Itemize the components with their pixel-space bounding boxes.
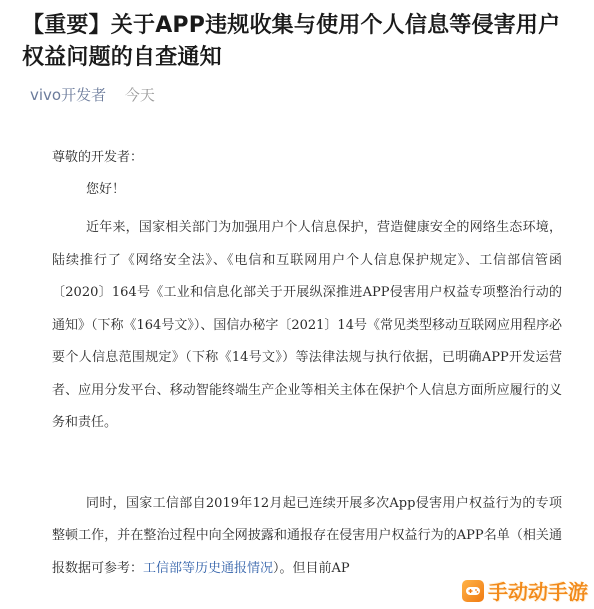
article-meta: [30, 84, 155, 106]
letter-hello: 您好！: [86, 182, 126, 197]
site-watermark: [462, 576, 588, 605]
letter-body: [52, 146, 562, 585]
letter-greeting: 尊敬的开发者：: [52, 150, 144, 165]
watermark-text: 手动动手游: [488, 580, 588, 604]
paragraph-2: [52, 488, 562, 586]
paragraph-1: 近年来，国家相关部门为加强用户个人信息保护，营造健康安全的网络生态环境，陆续推行了《网络安全法》、《电信和互联网用户个人信息保护规定》、工信部信管函〔2020〕164号《工业和信息化部关于开展纵深推进APP侵害用户权益专项整治行动的通知》（下称《164号文》）、国信办秘字〔2021〕14号《常见类型移动互联网应用程序必要个人信息范围规定》（下称《14号文》）等法律法规与执行依据，已明确APP开发运营者、应用分发平台、移动智能终端生产企业等相关主体在保护个人信息方面所应履行的义务和责任。: [52, 220, 562, 430]
paragraph-2-text: 同时，国家工信部自2019年12月起已连续开展多次App侵害用户权益行为的专项整顿工作，并在整治过程中向全网披露和通报存在侵害用户权益行为的APP名单（相关通报数据可参考：: [52, 495, 562, 576]
report-history-link[interactable]: 工信部等历史通报情况: [143, 560, 274, 576]
game-controller-icon: [462, 580, 484, 602]
article-title: 【重要】关于APP违规收集与使用个人信息等侵害用户权益问题的自查通知: [22, 13, 561, 70]
paragraph-2-tail: ）。但目前AP: [273, 560, 350, 576]
publish-time: 今天: [124, 86, 155, 104]
author-link[interactable]: vivo开发者: [30, 86, 107, 104]
